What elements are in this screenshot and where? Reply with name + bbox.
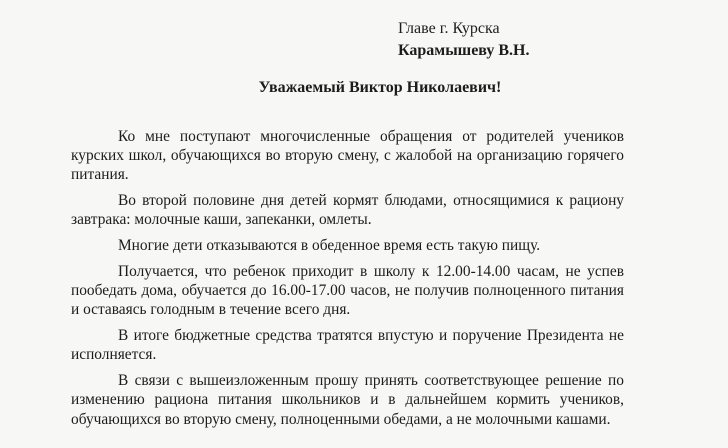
- addressee-title: Главе г. Курска: [398, 20, 500, 37]
- letter-body: [71, 127, 624, 435]
- paragraph: Получается, что ребенок приходит в школу к 12.00-14.00 часам, не успев пообедать дома, обучается до 16.00-17.00 часов, не получив полноценного питания и оставаясь голодным в течение всего дня.: [71, 263, 624, 319]
- salutation: Уважаемый Виктор Николаевич!: [258, 79, 502, 96]
- paragraph: В связи с вышеизложенным прошу принять соответствующее решение по изменению рациона питания школьников и в дальнейшем кормить учеников, обучающихся во вторую смену, полноценными обедами, а не молочными кашами.: [71, 372, 624, 428]
- paragraph: В итоге бюджетные средства тратятся впустую и поручение Президента не исполняется.: [71, 327, 624, 364]
- addressee-name: Карамышеву В.Н.: [398, 42, 530, 59]
- paragraph: Во второй половине дня детей кормят блюдами, относящимися к рациону завтрака: молочные каши, запеканки, омлеты.: [71, 192, 624, 229]
- paragraph: Многие дети отказываются в обеденное время есть такую пищу.: [118, 237, 541, 255]
- paragraph: Ко мне поступают многочисленные обращения от родителей учеников курских школ, обучающихся во вторую смену, с жалобой на организацию горячего питания.: [71, 128, 624, 184]
- addressee-block: [398, 18, 530, 62]
